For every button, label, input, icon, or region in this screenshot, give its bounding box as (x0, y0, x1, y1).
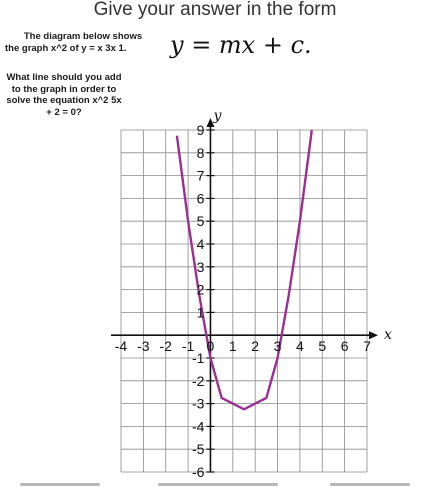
y-tick-label: 5 (196, 213, 205, 230)
y-tick-label: -5 (192, 441, 205, 458)
y-tick-label: 8 (196, 144, 205, 161)
y-tick-label: 1 (196, 304, 205, 321)
x-tick-label: 5 (318, 338, 327, 355)
y-tick-label: -4 (192, 418, 205, 435)
y-tick-label: 3 (196, 258, 205, 275)
x-tick-label: 0 (206, 338, 215, 355)
y-tick-label: -1 (192, 350, 205, 366)
page-indicator-3 (330, 483, 410, 486)
y-tick-label: -3 (192, 395, 205, 412)
x-tick-label: -2 (159, 338, 172, 355)
intro-line-2: the graph x^2 of y = x 3x 1. (5, 42, 127, 54)
tick-labels (115, 108, 392, 480)
x-axis-label: x (384, 327, 392, 344)
x-tick-label: -1 (181, 338, 195, 355)
question-line-2: to the graph in order to (11, 83, 117, 95)
y-tick-label: 4 (196, 236, 205, 252)
answer-form-formula: y = mx + c. (170, 31, 312, 59)
x-tick-label: 2 (251, 338, 260, 355)
y-tick-label: 7 (196, 167, 205, 184)
y-tick-label: 2 (196, 281, 205, 298)
page-indicator-2 (158, 483, 278, 486)
x-tick-label: 6 (340, 338, 349, 355)
y-axis-label: y (213, 108, 222, 124)
intro-line-1: The diagram below shows (23, 31, 143, 42)
x-tick-label: -3 (137, 338, 150, 355)
x-tick-label: 7 (363, 338, 371, 355)
x-tick-label: -4 (114, 338, 128, 355)
y-tick-label: -6 (192, 464, 205, 480)
page-title: Give your answer in the form (93, 0, 337, 20)
page-indicator-1 (20, 483, 100, 486)
x-tick-label: 3 (273, 338, 282, 355)
x-tick-label: 1 (228, 338, 237, 355)
y-tick-label: 6 (196, 190, 205, 207)
y-tick-label: 9 (196, 122, 205, 138)
question-line-3: solve the equation x^2 5x (6, 95, 122, 106)
y-tick-label: -2 (192, 372, 205, 389)
axes (111, 118, 378, 472)
x-tick-label: 4 (296, 338, 304, 355)
question-line-4: + 2 = 0? (46, 106, 82, 118)
question-line-1: What line should you add (6, 72, 122, 83)
grid (121, 130, 367, 472)
